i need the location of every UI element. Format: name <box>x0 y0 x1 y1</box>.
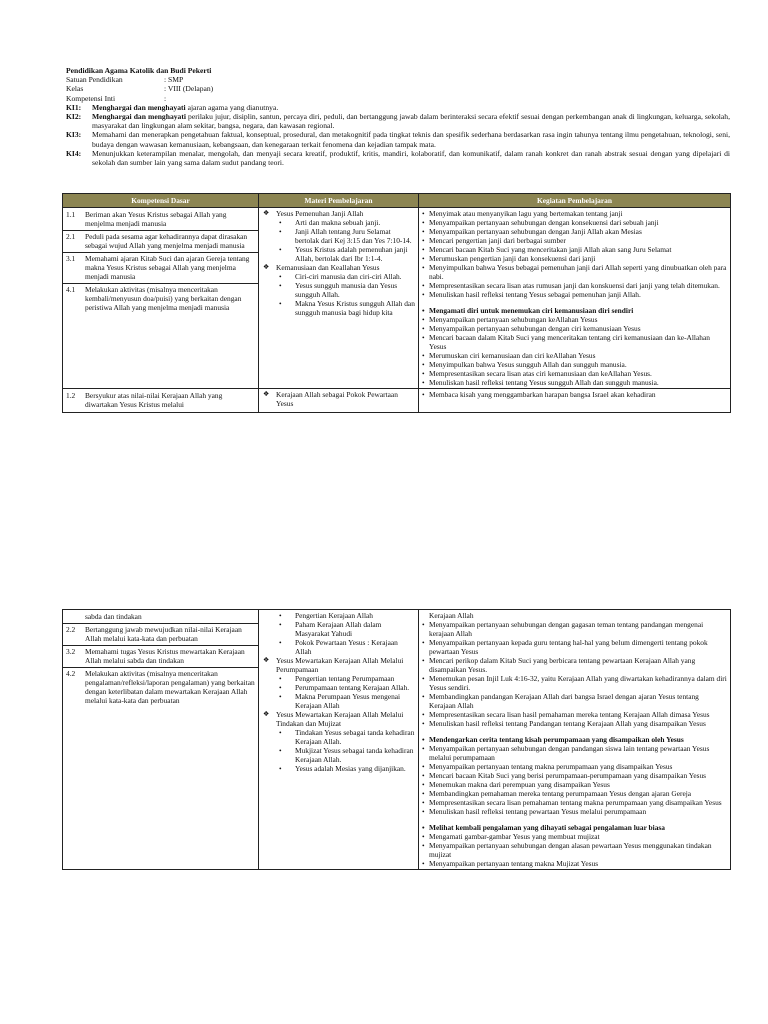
materi-subtopic: • Pengertian tentang Perumpamaan <box>262 674 415 683</box>
kd-text: sabda dan tindakan <box>85 612 142 621</box>
kegiatan-item: • Merumuskan pengertian janji dan konsekuensi dari janji <box>422 254 727 263</box>
kegiatan-item: • Mempresentasikan secara lisan atas ciri kemanusiaan dan keAllahan Yesus. <box>422 369 727 378</box>
kd-item <box>63 646 258 668</box>
header-materi-pembelajaran: Materi Pembelajaran <box>259 194 419 208</box>
kegiatan-item: • Merumuskan ciri kemanusiaan dan ciri keAllahan Yesus <box>422 351 727 360</box>
materi-subtopic: • Mukjizat Yesus sebagai tanda kehadiran Kerajaan Allah. <box>262 746 415 764</box>
kd-number: 3.2 <box>66 647 76 656</box>
materi-subtopic: • Makna Yesus Kristus sungguh Allah dan sungguh manusia bagi hidup kita <box>262 299 415 317</box>
table-header-row <box>63 194 731 208</box>
kegiatan-item: • Menemukan makna dari perempuan yang disampaikan Yesus <box>422 780 727 789</box>
kegiatan-item: • Mempresentasikan secara lisan hasil pemahaman mereka tentang Kerajaan Allah dimasa Yesus <box>422 710 727 719</box>
ki-text <box>92 130 730 148</box>
meta-key: Satuan Pendidikan <box>66 75 123 85</box>
meta-row <box>66 94 730 103</box>
kegiatan-item: • Mencari bacaan Kitab Suci yang berisi perumpamaan-perumpamaan yang disampaikan Yesus <box>422 771 727 780</box>
kd-number: 2.1 <box>66 232 76 241</box>
kd-number: 1.2 <box>66 391 76 400</box>
kompetensi-dasar-cell <box>63 208 259 389</box>
kd-item <box>63 209 258 231</box>
kd-text: Bertanggung jawab mewujudkan nilai-nilai Kerajaan Allah melalui kata-kata dan perbuatan <box>85 625 242 643</box>
header-kompetensi-dasar: Kompetensi Dasar <box>63 194 259 208</box>
kegiatan-item: • Menyampaikan pertanyaan sehubungan dengan alasan pewartaan Yesus menggunakan tindakan mujizat <box>422 841 727 859</box>
kd-text: Peduli pada sesama agar kehadirannya dapat dirasakan sebagai wujud Allah yang menjelma menjadi manusia <box>85 232 248 250</box>
materi-subtopic: • Makna Perumpaan Yesus mengenai Kerajaan Allah <box>262 692 415 710</box>
ki-code: KI3: <box>66 130 82 140</box>
materi-cell <box>259 610 419 870</box>
kd-text: Bersyukur atas nilai-nilai Kerajaan Allah yang diwartakan Yesus Kristus melalui <box>85 391 223 409</box>
kd-number: 1.1 <box>66 210 76 219</box>
kegiatan-cell <box>419 610 731 870</box>
ki-text <box>92 149 730 167</box>
kegiatan-item: • Menemukan pesan Injil Luk 4:16-32, yaitu Kerajaan Allah yang diwartakan kehadirannya dalam diri Yesus sendiri. <box>422 674 727 692</box>
ki-item <box>66 112 730 130</box>
kegiatan-heading: • Mengamati diri untuk menemukan ciri kemanusiaan diri sendiri <box>422 306 727 315</box>
kd-item <box>63 624 258 646</box>
identity-block <box>66 75 730 103</box>
meta-value: : VIII (Delapan) <box>164 84 214 94</box>
kegiatan-item: • Menyimak atau menyanyikan lagu yang bertemakan tentang janji <box>422 209 727 218</box>
kd-continuation <box>63 611 258 624</box>
kegiatan-heading: • Melihat kembali pengalaman yang dihayati sebagai pengalaman luar biasa <box>422 823 727 832</box>
ki-lead: Menghargai dan menghayati <box>92 112 186 122</box>
ki-body: Menunjukkan keterampilan menalar, mengolah, dan menyaji secara kreatif, produktif, kritis, mandiri, kolaboratif, dan komunikatif, dalam ranah konkret dan ranah abstrak sesuai dengan yang dipelajari di sekolah dan sumber lain yang sama dalam sudut pandang teori. <box>92 148 730 168</box>
ki-item <box>66 130 730 148</box>
materi-topic: ❖ Kemanusiaan dan Keallahan Yesus <box>262 263 415 272</box>
syllabus-table-page-1 <box>62 193 731 413</box>
ki-lead: Menghargai dan menghayati <box>92 102 186 112</box>
meta-key: Kompetensi Inti <box>66 93 116 103</box>
ki-text <box>92 112 730 130</box>
kegiatan-cell <box>419 208 731 389</box>
kd-number: 4.1 <box>66 285 76 294</box>
meta-key: Kelas <box>66 84 84 94</box>
table-row <box>63 389 731 413</box>
materi-list <box>262 611 415 773</box>
kegiatan-item: • Membandingkan pandangan Kerajaan Allah dari bangsa Israel dengan ajaran Yesus tentang Kerajaan Allah <box>422 692 727 710</box>
kegiatan-item: • Menyampaikan pertanyaan sehubungan dengan ciri kemanusiaan Yesus <box>422 324 727 333</box>
ki-item <box>66 149 730 167</box>
ki-item <box>66 103 730 112</box>
kd-text: Memahami tugas Yesus Kristus mewartakan Kerajaan Allah melalui sabda dan tindakan <box>85 647 245 665</box>
ki-body: Memahami dan menerapkan pengetahuan faktual, konseptual, prosedural, dan metakognitif pada tingkat teknis dan spesifik sederhana berdasarkan rasa ingin tahunya tentang ilmu pengetahuan, teknologi, seni, budaya dengan wawasan kemanusiaan, kebangsaan, dan kenegaraan terkait fenomena dan kejadian tampak mata. <box>92 130 730 149</box>
materi-subtopic: • Pokok Pewartaan Yesus : Kerajaan Allah <box>262 638 415 656</box>
kegiatan-item: • Mengamati gambar-gambar Yesus yang membuat mujizat <box>422 832 727 841</box>
materi-list <box>262 209 415 317</box>
kegiatan-item: • Menyimpulkan bahwa Yesus sungguh Allah dan sungguh manusia. <box>422 360 727 369</box>
kegiatan-heading: • Mendengarkan cerita tentang kisah perumpamaan yang disampaikan oleh Yesus <box>422 735 727 744</box>
materi-cell <box>259 208 419 389</box>
kd-number: 2.2 <box>66 625 76 634</box>
kegiatan-item: • Mempresentasikan secara lisan pemahaman tentang makna perumpamaan yang disampaikan Yesus <box>422 798 727 807</box>
kegiatan-item: • Menyampaikan pertanyaan tentang makna perumpamaan yang disampaikan Yesus <box>422 762 727 771</box>
kegiatan-list <box>422 611 727 868</box>
ki-body: ajaran agama yang dianutnya. <box>185 102 279 112</box>
core-competencies <box>66 103 730 167</box>
kd-item <box>63 390 258 411</box>
materi-subtopic: • Yesus Kristus adalah pemenuhan janji Allah, bertolak dari Ibr 1:1-4. <box>262 245 415 263</box>
kd-item <box>63 253 258 284</box>
meta-value: : SMP <box>164 75 184 85</box>
materi-subtopic: • Ciri-ciri manusia dan ciri-ciri Allah. <box>262 272 415 281</box>
kd-item <box>63 231 258 253</box>
kegiatan-item: • Menyampaikan pertanyaan tentang makna Mujizat Yesus <box>422 859 727 868</box>
materi-topic: ❖ Yesus Mewartakan Kerajaan Allah Melalui Tindakan dan Mujizat <box>262 710 415 728</box>
kd-number: 4.2 <box>66 669 76 678</box>
kegiatan-item: • Mencari pengertian janji dari berbagai sumber <box>422 236 727 245</box>
kegiatan-cell <box>419 389 731 413</box>
materi-subtopic: • Tindakan Yesus sebagai tanda kehadiran Kerajaan Allah. <box>262 728 415 746</box>
kegiatan-item: • Menyampaikan pertanyaan sehubungan dengan pandangan siswa lain tentang pewartaan Yesus melalui perumpamaan <box>422 744 727 762</box>
materi-topic: ❖ Yesus Pemenuhan Janji Allah <box>262 209 415 218</box>
kegiatan-item: • Menuliskan hasil refleksi tentang Yesus sebagai pemenuhan janji Allah. <box>422 290 727 299</box>
ki-code: KI1: <box>66 102 82 112</box>
document-header <box>66 66 730 167</box>
ki-text <box>92 103 730 112</box>
kegiatan-item: • Menyampaikan pertanyaan sehubungan dengan gagasan teman tentang pandangan mengenai kerajaan Allah <box>422 620 727 638</box>
kegiatan-item: • Menyampaikan pertanyaan sehubungan dengan Janji Allah akan Mesias <box>422 227 727 236</box>
kegiatan-item: • Menuliskan hasil refleksi tentang Yesus sungguh Allah dan sungguh manusia. <box>422 378 727 387</box>
header-kegiatan-pembelajaran: Kegiatan Pembelajaran <box>419 194 731 208</box>
kegiatan-item: • Menyimpulkan bahwa Yesus bebagai pemenuhan janji dari Allah seperti yang dinubuatkan oleh para nabi. <box>422 263 727 281</box>
meta-value: : <box>164 93 167 103</box>
kegiatan-item: Kerajaan Allah <box>429 611 474 620</box>
kompetensi-dasar-cell <box>63 389 259 413</box>
meta-row <box>66 75 730 84</box>
ki-body: perilaku jujur, disiplin, santun, percaya diri, peduli, dan bertanggung jawab dalam berinteraksi secara efektif sesuai dengan perkembangan anak di lingkungan, keluarga, sekolah, masyarakat dan lingkungan alam sekitar, bangsa, negara, dan kawasan regional. <box>92 112 730 131</box>
kd-text: Melakukan aktivitas (misalnya menceritakan kembali/menyusun doa/puisi) yang berkaitan dengan peristiwa Allah yang menjelma menjadi manusia <box>85 285 242 312</box>
materi-subtopic: • Yesus adalah Mesias yang dijanjikan. <box>262 764 415 773</box>
materi-subtopic: • Perumpamaan tentang Kerajaan Allah. <box>262 683 415 692</box>
materi-subtopic: • Janji Allah tentang Juru Selamat bertolak dari Kej 3:15 dan Yes 7:10-14. <box>262 227 415 245</box>
table-row <box>63 610 731 870</box>
document-title: Pendidikan Agama Katolik dan Budi Pekerti <box>66 66 212 75</box>
kegiatan-item: • Membandingkan pemahaman mereka tentang perumpamaan Yesus dengan ajaran Gereja <box>422 789 727 798</box>
meta-row <box>66 84 730 93</box>
table-row <box>63 208 731 389</box>
kd-item <box>63 284 258 314</box>
kd-text: Beriman akan Yesus Kristus sebagai Allah yang menjelma menjadi manusia <box>85 210 227 228</box>
kegiatan-item: • Mencari bacaan Kitab Suci yang menceritakan janji Allah akan sang Juru Selamat <box>422 245 727 254</box>
kegiatan-item: • Mencari perikop dalam Kitab Suci yang berbicara tentang pewartaan Kerajaan Allah yang disampaikan Yesus. <box>422 656 727 674</box>
materi-subtopic: • Yesus sungguh manusia dan Yesus sungguh Allah. <box>262 281 415 299</box>
kegiatan-item: • Menyampaikan pertanyaan kepada guru tentang hal-hal yang belum dimengerti tentang pokok pewartaan Yesus <box>422 638 727 656</box>
kegiatan-item: • Menuliskan hasil refleksi tentang Pandangan tentang Kerajaan Allah yang disampaikan Yesus <box>422 719 727 728</box>
kegiatan-item: • Menyampaikan pertanyaan sehubungan dengan konsekuensi dari sebuah janji <box>422 218 727 227</box>
kd-item <box>63 668 258 707</box>
materi-topic: ❖ Kerajaan Allah sebagai Pokok Pewartaan Yesus <box>262 390 415 408</box>
kd-number-empty <box>66 612 85 621</box>
kd-number: 3.1 <box>66 254 76 263</box>
kegiatan-list <box>422 209 727 387</box>
materi-subtopic: • Pengertian Kerajaan Allah <box>262 611 415 620</box>
materi-subtopic: • Paham Kerajaan Allah dalam Masyarakat Yahudi <box>262 620 415 638</box>
kegiatan-item: • Menyampaikan pertanyaan sehubungan keAllahan Yesus <box>422 315 727 324</box>
kegiatan-item: • Menuliskan hasil refleksi tentang pewartaan Yesus melalui perumpamaan <box>422 807 727 816</box>
materi-subtopic: • Arti dan makna sebuah janji. <box>262 218 415 227</box>
ki-code: KI4: <box>66 148 82 158</box>
kompetensi-dasar-cell <box>63 610 259 870</box>
kegiatan-item: • Mempresentasikan secara lisan atas rumusan janji dan konskuensi dari janji yang telah ditemukan. <box>422 281 727 290</box>
kd-text: Memahami ajaran Kitab Suci dan ajaran Gereja tentang makna Yesus Kristus sebagai Allah yang menjelma menjadi manusia <box>85 254 250 281</box>
materi-cell <box>259 389 419 413</box>
kegiatan-item: • Membaca kisah yang menggambarkan harapan bangsa Israel akan kehadiran <box>422 390 727 399</box>
kegiatan-item: • Mencari bacaan dalam Kitab Suci yang menceritakan tentang ciri kemanusiaan dan ke-Allahan Yesus <box>422 333 727 351</box>
kd-text: Melakukan aktivitas (misalnya menceritakan pengalaman/refleksi/laporan pengalaman) yang berkaitan dengan keterlibatan dalam mewartakan Kerajaan Allah melalui kata-kata dan perbuatan <box>85 669 255 705</box>
materi-topic: ❖ Yesus Mewartakan Kerajaan Allah Melalui Perumpamaan <box>262 656 415 674</box>
syllabus-table-page-2 <box>62 609 731 870</box>
ki-code: KI2: <box>66 112 82 122</box>
